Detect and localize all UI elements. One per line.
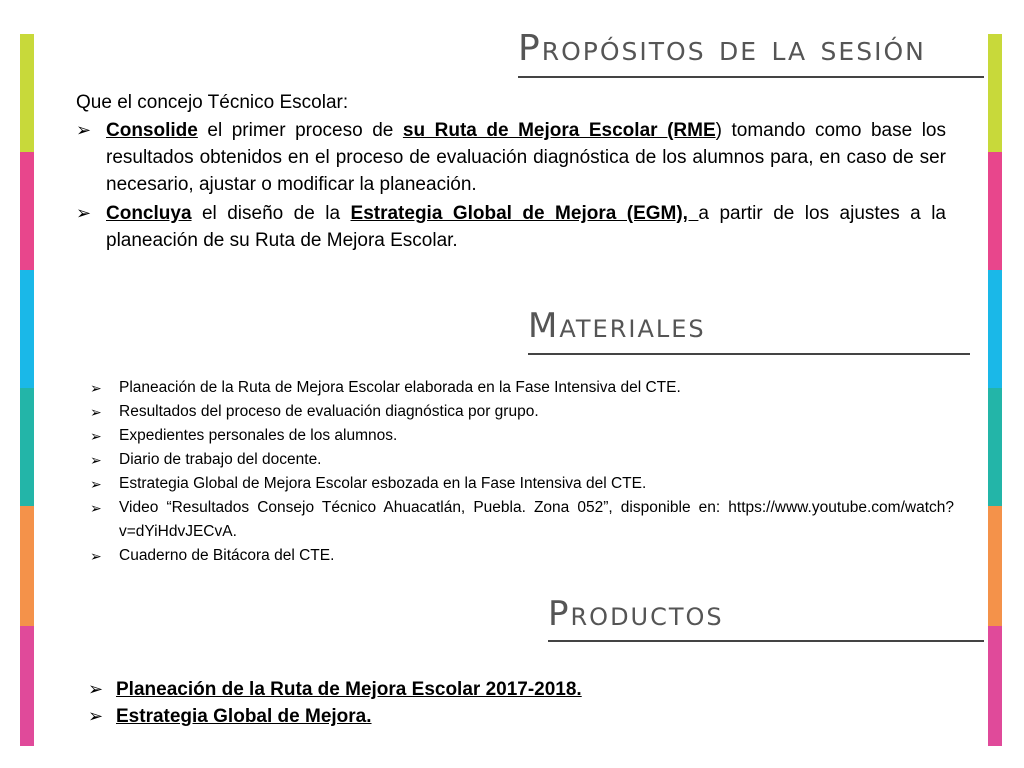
material-item [90,400,954,424]
right-stripe-2 [988,152,1002,270]
left-stripe-2 [20,152,34,270]
material-item [90,544,954,568]
left-stripe-3 [20,270,34,388]
productos-rule [548,640,984,642]
arrow-bullet-icon: ➢ [88,679,104,699]
material-item [90,376,954,400]
arrow-bullet-icon: ➢ [90,404,102,420]
proposito-text: ) tomando como base los resultados obtenidos en el proceso de evaluación diagnóstica de los alumnos para, en caso de ser necesario, ajustar o modificar la planeación. [106,120,947,195]
producto-item [88,676,582,703]
materiales-rule [528,353,970,355]
material-item [90,424,954,448]
material-text: Planeación de la Ruta de Mejora Escolar elaborada en la Fase Intensiva del CTE. [119,379,681,396]
arrow-bullet-icon: ➢ [90,500,102,516]
propositos-heading: Propósitos de la sesión [518,28,926,69]
arrow-bullet-icon: ➢ [76,120,92,140]
arrow-bullet-icon: ➢ [90,428,102,444]
right-stripe-4 [988,388,1002,506]
arrow-bullet-icon: ➢ [90,380,102,396]
proposito-bold: su Ruta de Mejora Escolar (RME [402,120,716,141]
material-text: Cuaderno de Bitácora del CTE. [119,547,335,564]
proposito-verb: Concluya [106,203,192,224]
arrow-bullet-icon: ➢ [76,203,92,223]
left-stripe-4 [20,388,34,506]
material-text: Diario de trabajo del docente. [119,451,322,468]
material-item [90,472,954,496]
propositos-rule [518,76,984,78]
left-stripe-1 [20,34,34,152]
material-text: Resultados del proceso de evaluación diagnóstica por grupo. [119,403,539,420]
left-stripe-6 [20,626,34,746]
proposito-item [76,200,946,254]
arrow-bullet-icon: ➢ [90,476,102,492]
proposito-item [76,117,946,198]
arrow-bullet-icon: ➢ [90,452,102,468]
propositos-intro: Que el concejo Técnico Escolar: [76,92,349,113]
right-stripe-1 [988,34,1002,152]
productos-heading: Productos [548,594,724,634]
arrow-bullet-icon: ➢ [90,548,102,564]
proposito-text: a partir de los ajustes a la planeación de su Ruta de Mejora Escolar. [106,203,946,251]
right-stripe-6 [988,626,1002,746]
material-item [90,496,954,544]
material-text: Video “Resultados Consejo Técnico Ahuacatlán, Puebla. Zona 052”, disponible en: https://www.youtube.com/watch?v=dYiHdvJECvA. [119,499,954,540]
arrow-bullet-icon: ➢ [88,706,104,726]
materiales-list [90,376,954,568]
proposito-text: el primer proceso de [197,120,403,141]
materiales-heading: Materiales [528,306,706,346]
material-text: Estrategia Global de Mejora Escolar esbozada en la Fase Intensiva del CTE. [119,475,647,492]
proposito-verb: Consolide [106,120,198,141]
productos-list [88,676,582,730]
left-stripe-5 [20,506,34,626]
right-stripe-3 [988,270,1002,388]
proposito-text: el diseño de la [191,203,351,224]
producto-item [88,703,582,730]
material-text: Expedientes personales de los alumnos. [119,427,398,444]
proposito-bold: Estrategia Global de Mejora (EGM), [350,203,699,224]
propositos-list [76,117,946,256]
producto-text: Estrategia Global de Mejora. [116,706,372,727]
right-stripe-5 [988,506,1002,626]
producto-text: Planeación de la Ruta de Mejora Escolar 2017-2018. [116,679,582,700]
material-item [90,448,954,472]
